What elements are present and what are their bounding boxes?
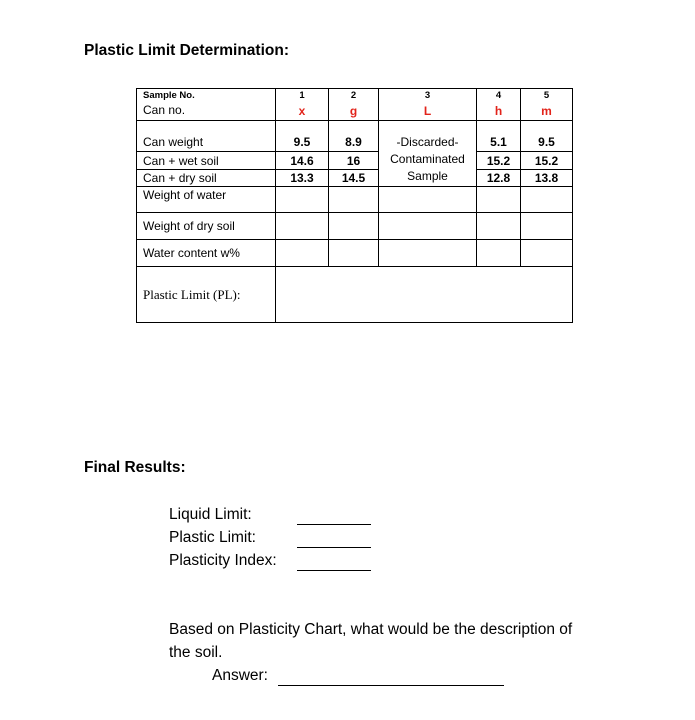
can-2: g [329, 103, 379, 121]
liquid-limit-label: Liquid Limit: [169, 506, 252, 523]
sample-4: 4 [477, 89, 521, 103]
can-weight-1: 9.5 [276, 134, 329, 152]
table-row [137, 187, 573, 213]
can-1: x [276, 103, 329, 121]
discarded-note [379, 134, 477, 187]
plastic-limit-table [136, 88, 573, 323]
can-dry-5: 13.8 [521, 170, 573, 187]
answer-label: Answer: [212, 667, 268, 684]
table-row [137, 213, 573, 240]
plasticity-index-label: Plasticity Index: [169, 552, 277, 569]
can-dry-4: 12.8 [477, 170, 521, 187]
can-3: L [379, 103, 477, 121]
table-row [137, 103, 573, 121]
can-wet-1: 14.6 [276, 152, 329, 170]
table-row [137, 121, 573, 134]
question-line-1: Based on Plasticity Chart, what would be the description of [169, 621, 573, 638]
can-4: h [477, 103, 521, 121]
final-results-heading: Final Results: [84, 459, 186, 476]
weight-water-label: Weight of water [137, 187, 276, 213]
plastic-limit-heading: Plastic Limit Determination: [84, 42, 289, 59]
sample-3: 3 [379, 89, 477, 103]
plastic-limit-final-label: Plastic Limit: [169, 529, 256, 546]
can-dry-1: 13.3 [276, 170, 329, 187]
table-row [137, 240, 573, 267]
can-wet-label: Can + wet soil [137, 152, 276, 170]
can-wet-4: 15.2 [477, 152, 521, 170]
sample-1: 1 [276, 89, 329, 103]
sample-no-label: Sample No. [137, 89, 276, 103]
can-weight-2: 8.9 [329, 134, 379, 152]
question-line-2: the soil. [169, 644, 223, 661]
can-dry-label: Can + dry soil [137, 170, 276, 187]
can-weight-5: 9.5 [521, 134, 573, 152]
table-row [137, 134, 573, 152]
can-no-label: Can no. [137, 103, 276, 121]
plastic-limit-blank[interactable] [297, 546, 371, 548]
can-dry-2: 14.5 [329, 170, 379, 187]
can-weight-4: 5.1 [477, 134, 521, 152]
sample-5: 5 [521, 89, 573, 103]
discarded-line-2: Contaminated [390, 151, 465, 166]
can-5: m [521, 103, 573, 121]
can-wet-5: 15.2 [521, 152, 573, 170]
discarded-line-3: Sample [407, 168, 448, 183]
liquid-limit-blank[interactable] [297, 523, 371, 525]
can-wet-2: 16 [329, 152, 379, 170]
plastic-limit-value [276, 267, 573, 323]
water-content-label: Water content w% [137, 240, 276, 267]
plasticity-index-blank[interactable] [297, 569, 371, 571]
table-row [137, 267, 573, 323]
sample-2: 2 [329, 89, 379, 103]
discarded-line-1: -Discarded- [396, 134, 459, 149]
answer-blank[interactable] [278, 684, 504, 686]
table-row [137, 89, 573, 103]
table-row [137, 170, 573, 187]
can-weight-label: Can weight [137, 134, 276, 152]
plastic-limit-label: Plastic Limit (PL): [137, 267, 276, 323]
weight-dry-label: Weight of dry soil [137, 213, 276, 240]
table-row [137, 152, 573, 170]
